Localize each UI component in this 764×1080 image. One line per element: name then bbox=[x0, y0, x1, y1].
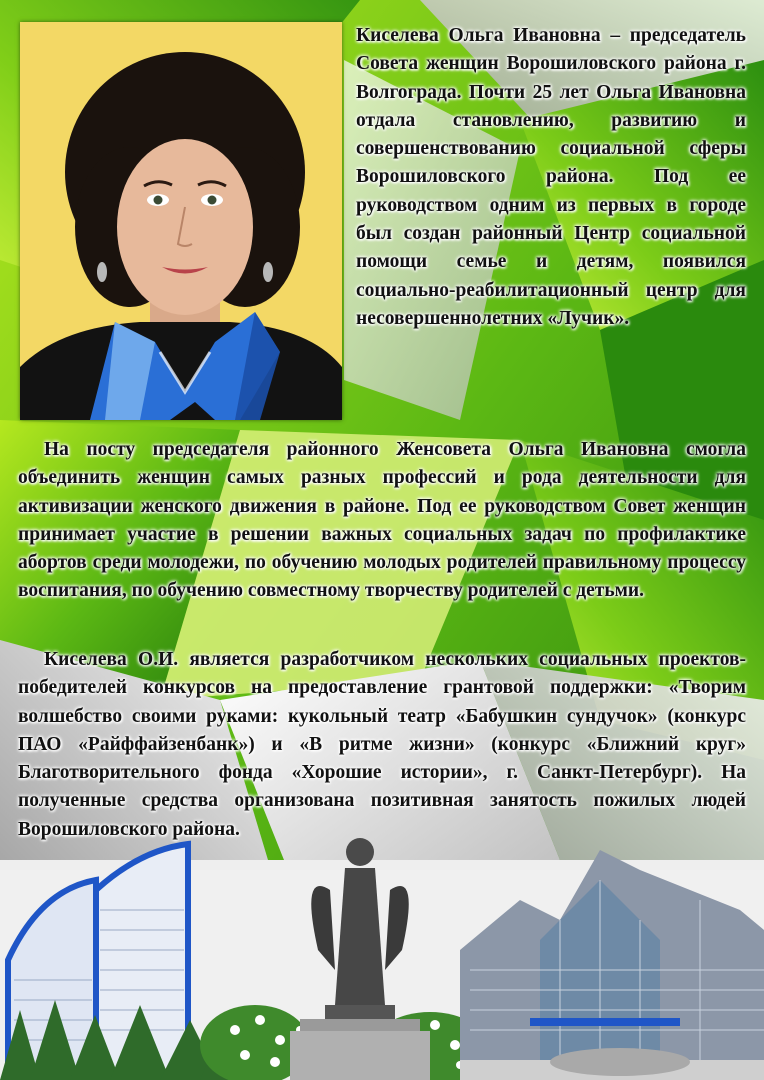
intro-paragraph: Киселева Ольга Ивановна – председатель Совета женщин Ворошиловского района г. Волгограда. Почти 25 лет Ольга Ивановна отдала становлению, развитию и совершенствованию социальной сферы Ворошиловского района. Под ее руководством одним из первых в городе был создан районный Центр социальной помощи семье и детям, появился социально-реабилитационный центр для несовершеннолетних «Лучик». bbox=[356, 25, 746, 329]
city-scene-illustration bbox=[0, 830, 764, 1080]
body-paragraph-1-text: На посту председателя районного Женсовета Ольга Ивановна смогла объединить женщин самых разных профессий и рода деятельности для активизации женского движения в районе. Под ее руководством Совет женщин принимает участие в решении важных социальных задач по профилактике абортов среди молодежи, по обучению молодых родителей правильному процессу воспитания, по обучению совместному творчеству родителей с детьми. bbox=[18, 439, 746, 602]
body-paragraph-1 bbox=[18, 436, 746, 606]
intro-text bbox=[356, 22, 746, 333]
portrait-photo bbox=[20, 22, 342, 420]
body-paragraph-2 bbox=[18, 646, 746, 844]
body-paragraph-2-text: Киселева О.И. является разработчиком нескольких социальных проектов-победителей конкурсов на предоставление грантовой поддержки: «Творим волшебство своими руками: кукольный театр «Бабушкин сундучок» (конкурс ПАО «Райффайзенбанк») и «В ритме жизни» (конкурс «Ближний круг» Благотворительного фонда «Хорошие истории», г. Санкт-Петербург). На полученные средства организована позитивная занятость пожилых людей Ворошиловского района. bbox=[18, 649, 746, 840]
